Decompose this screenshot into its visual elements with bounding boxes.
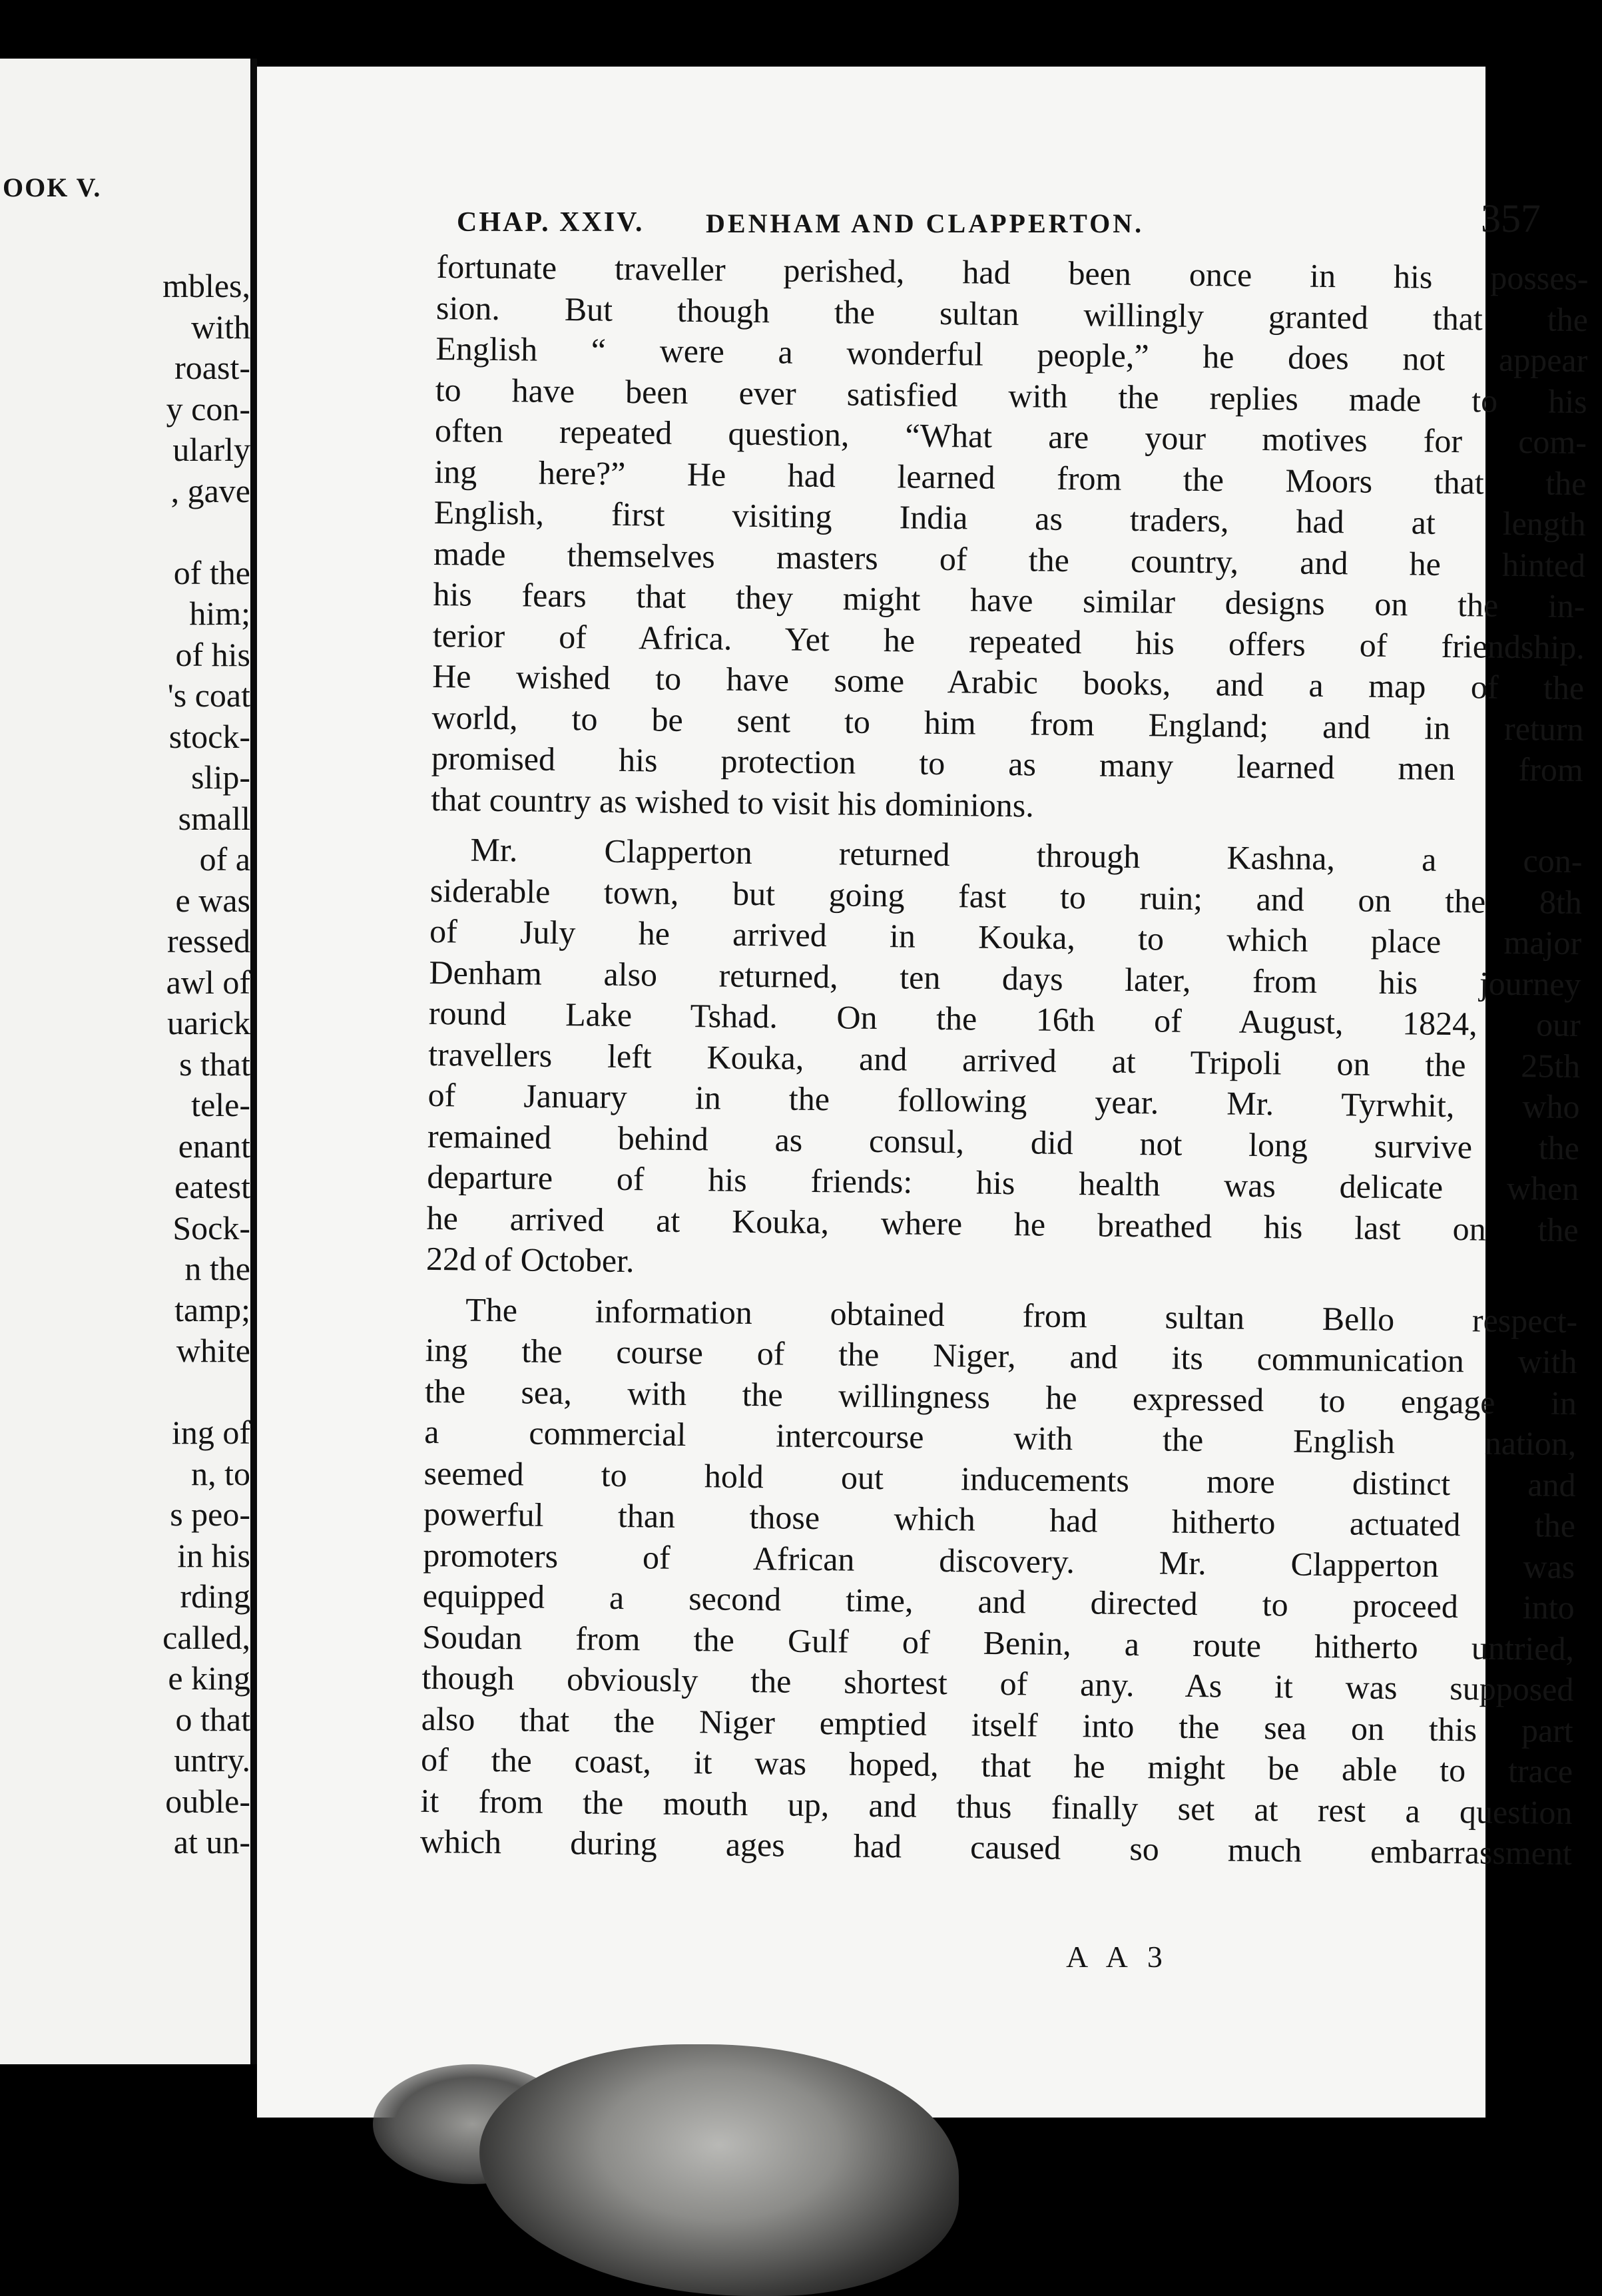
facing-page-line: called,	[162, 1618, 250, 1656]
text-line: his fears that they might have similar designs on the in-	[433, 575, 1585, 625]
facing-page-line: awl of	[166, 963, 250, 1001]
text-line: world, to be sent to him from England; and in return	[431, 698, 1584, 748]
facing-page-line: n, to	[191, 1454, 250, 1492]
text-line: ing the course of the Niger, and its communication with	[425, 1330, 1577, 1381]
text-line: travellers left Kouka, and arrived at Tripoli on the 25th	[428, 1035, 1581, 1085]
text-line: of July he arrived in Kouka, to which place major	[429, 912, 1582, 962]
facing-page-line: s that	[179, 1045, 250, 1083]
body-text	[420, 246, 1589, 1874]
text-line: also that the Niger emptied itself into the sea on this part	[421, 1699, 1574, 1749]
text-line: the sea, with the willingness he expressed to engage in	[424, 1372, 1577, 1422]
text-line: promoters of African discovery. Mr. Clapperton was	[423, 1536, 1575, 1585]
paragraph	[426, 829, 1583, 1292]
facing-page-line: roast-	[174, 349, 250, 386]
text-line: promised his protection to as many learned men from	[431, 738, 1584, 789]
facing-page-line: white	[176, 1332, 250, 1369]
text-line: equipped a second time, and directed to proceed into	[422, 1576, 1575, 1627]
facing-page-line: small	[178, 799, 250, 837]
text-line: English, first visiting India as traders, had at length	[433, 493, 1587, 543]
paragraph	[431, 246, 1589, 832]
facing-page-line: him;	[189, 595, 250, 632]
facing-page-line: 's coat	[167, 677, 250, 714]
text-line: to have been ever satisfied with the replies made to his	[435, 370, 1587, 420]
text-line: which during ages had caused so much embarrassment	[419, 1822, 1573, 1872]
text-line: ing here?” He had learned from the Moors that the	[434, 452, 1587, 502]
facing-page-line: tele-	[191, 1086, 250, 1123]
text-line: sion. But though the sultan willingly granted that the	[435, 288, 1589, 338]
facing-page-line: stock-	[168, 717, 250, 755]
facing-page-line: y con-	[166, 390, 250, 428]
signature-mark: A A 3	[1066, 1940, 1169, 1974]
text-line: departure of his friends: his health was delicate when	[427, 1157, 1579, 1208]
facing-page-line: ressed	[167, 922, 250, 960]
text-line: of the coast, it was hoped, that he might be able to trace	[420, 1740, 1573, 1790]
facing-page-line: untry.	[174, 1741, 250, 1779]
facing-page-line: of his	[175, 635, 250, 673]
facing-page-line: ularly	[172, 431, 250, 468]
facing-page-line: , gave	[170, 471, 250, 509]
facing-page-line: of a	[199, 840, 250, 878]
facing-page-line: s peo-	[170, 1496, 250, 1533]
facing-page-line: with	[191, 308, 250, 346]
facing-page-line: uarick	[167, 1004, 250, 1041]
chapter-label: CHAP. XXIV.	[457, 207, 645, 238]
facing-page-line: slip-	[191, 758, 250, 796]
facing-page-line: enant	[178, 1127, 250, 1165]
text-line: round Lake Tshad. On the 16th of August, 1824, our	[428, 994, 1581, 1044]
facing-page-line: in his	[177, 1536, 250, 1574]
text-line: Denham also returned, ten days later, from his journey	[429, 953, 1581, 1003]
text-line: powerful than those which had hitherto actuated the	[423, 1494, 1576, 1545]
text-line: of January in the following year. Mr. Tyrwhit, who	[427, 1075, 1580, 1126]
paragraph	[420, 1289, 1578, 1874]
facing-page-line: o that	[175, 1700, 250, 1738]
text-line: English “ were a wonderful people,” he does not appear	[435, 329, 1588, 380]
facing-page-fragment	[0, 59, 250, 2064]
book-page	[257, 67, 1589, 2118]
facing-page-line: e was	[175, 881, 250, 919]
text-line: Mr. Clapperton returned through Kashna, a con-	[470, 830, 1583, 880]
running-title: DENHAM AND CLAPPERTON.	[706, 208, 1145, 238]
text-line: made themselves masters of the country, and he hinted	[433, 534, 1586, 584]
facing-page-line: ouble-	[165, 1782, 250, 1820]
text-line: though obviously the shortest of any. As it was supposed	[421, 1658, 1574, 1708]
page-gutter	[250, 59, 257, 2064]
text-line: seemed to hold out inducements more distinct and	[423, 1454, 1576, 1504]
running-head	[457, 193, 1602, 246]
text-line: He wished to have some Arabic books, and a map of the	[431, 657, 1585, 707]
text-line: siderable town, but going fast to ruin; and on the 8th	[429, 871, 1583, 921]
facing-page-line: ing of	[171, 1414, 250, 1451]
facing-page-running-head: OOK V.	[3, 172, 102, 202]
text-line: often repeated question, “What are your motives for com-	[434, 411, 1587, 461]
facing-page-line: of the	[173, 553, 250, 591]
facing-page-line: eatest	[174, 1168, 250, 1205]
facing-page-line: at un-	[173, 1823, 250, 1861]
text-line: terior of Africa. Yet he repeated his offers of friendship.	[432, 616, 1585, 666]
text-line: it from the mouth up, and thus finally set at rest a question	[420, 1781, 1573, 1831]
page-number: 357	[1481, 196, 1541, 240]
text-line: he arrived at Kouka, where he breathed his last on the	[426, 1199, 1579, 1249]
text-line: that country as wished to visit his dominions.	[431, 780, 1035, 824]
text-line: Soudan from the Gulf of Benin, a route hitherto untried,	[421, 1617, 1575, 1667]
text-line: a commercial intercourse with the English nation,	[424, 1412, 1577, 1463]
facing-page-line: mbles,	[162, 267, 250, 304]
facing-page-line: e king	[168, 1659, 250, 1697]
facing-page-line: rding	[180, 1578, 250, 1615]
facing-page-line: n the	[184, 1250, 250, 1287]
facing-page-line: Sock-	[172, 1209, 250, 1247]
facing-page-line: tamp;	[174, 1291, 250, 1328]
text-line: The information obtained from sultan Bello respect-	[465, 1291, 1578, 1340]
text-line: remained behind as consul, did not long survive the	[427, 1117, 1580, 1167]
text-line: 22d of October.	[425, 1239, 635, 1280]
text-line: fortunate traveller perished, had been once in his posses-	[436, 247, 1589, 298]
